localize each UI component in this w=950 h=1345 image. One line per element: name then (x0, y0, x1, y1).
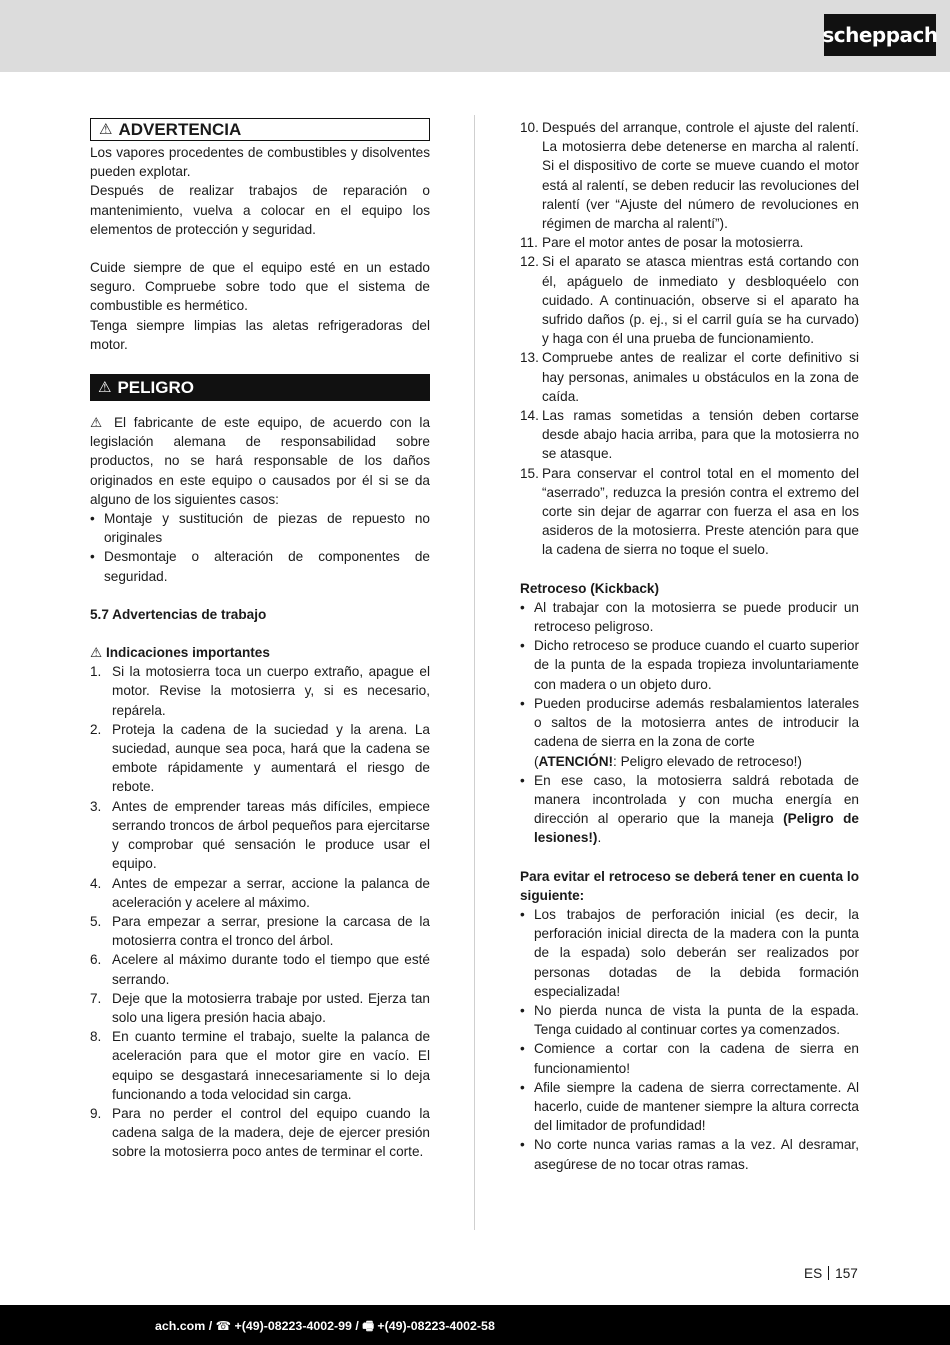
list-item: 15. Para conservar el control total en el momento del “aserrado”, reduzca la presión contra el extremo del corte sin dejar de agarrar con fuerza el asa en los asideros de la motosierra. Preste atención para que la cadena de sierra no toque el suelo. (520, 465, 859, 558)
list-item: • Los trabajos de perforación inicial (es decir, la perforación inicial directa de la madera con la punta de la espada) solo deberán ser realizados por personas dotadas de la debida formación especializada! (520, 905, 859, 1001)
important-title: ⚠ Indicaciones importantes (90, 645, 270, 661)
list-item: • Comience a cortar con la cadena de sierra en funcionamiento! (520, 1039, 859, 1077)
list-item: 14. Las ramas sometidas a tensión deben cortarse desde abajo hacia arriba, para que la motosierra no se atasque. (520, 408, 859, 462)
warning-triangle-icon: ⚠ (90, 415, 114, 431)
warning-box (90, 118, 430, 141)
list-item: • No corte nunca varias ramas a la vez. Al desramar, asegúrese de no tocar otras ramas. (520, 1135, 859, 1173)
page-number-value: 157 (835, 1266, 858, 1281)
footer-band (0, 1305, 950, 1345)
danger-box (90, 374, 430, 401)
section-title: 5.7 Advertencias de trabajo (90, 606, 267, 622)
warning-paragraph: Los vapores procedentes de combustibles y disolventes pueden explotar. (90, 145, 430, 180)
column-divider (474, 115, 475, 1230)
steps-list (90, 662, 430, 1161)
list-item: • Pueden producirse además resbalamientos laterales o saltos de la motosierra antes de introducir la cadena de sierra en la zona de corte (ATENCIÓN!: Peligro elevado de retroceso!) (520, 694, 859, 771)
list-item: 11. Pare el motor antes de posar la motosierra. (520, 235, 804, 251)
list-item: 13. Compruebe antes de realizar el corte definitivo si hay personas, animales u obstáculos en la zona de caída. (520, 350, 859, 404)
kickback-title: Retroceso (Kickback) (520, 580, 660, 596)
danger-paragraph: ⚠ El fabricante de este equipo, de acuerdo con la legislación alemana de responsabilidad sobre productos, no se hará responsable de los daños originados en este equipo o causados por él si se da alguno de los siguientes casos: (90, 415, 431, 507)
warning-triangle-icon: ⚠ (90, 645, 106, 661)
list-item: 12. Si el aparato se atasca mientras está cortando con él, apáguelo de inmediato y desbloquéelo con cuidado. A continuación, observe si el aparato ha sufrido daños (p. ej., si el carril guía se ha curvado) y haga con él una prueba de funcionamiento. (520, 254, 859, 347)
warning-triangle-icon: ⚠ (99, 120, 113, 138)
steps-list-continued (520, 118, 859, 560)
list-item: 2. Proteja la cadena de la suciedad y la arena. La suciedad, aunque sea poca, hará que la cadena se embote rápidamente y aumentará el riesgo de rebote. (90, 721, 430, 795)
danger-list (90, 509, 430, 586)
kickback-list (520, 598, 859, 848)
warning-paragraph: Después de realizar trabajos de reparación o mantenimiento, vuelva a colocar en el equipo los elementos de protección y seguridad. (90, 183, 430, 237)
list-item: 1. Si la motosierra toca un cuerpo extraño, apague el motor. Revise la motosierra y, si es necesario, repárela. (90, 664, 430, 718)
care-paragraph: Cuide siempre de que el equipo esté en un estado seguro. Compruebe sobre todo que el sistema de combustible es hermético. (90, 260, 430, 314)
list-item: • Montaje y sustitución de piezas de repuesto no originales (90, 509, 430, 547)
list-item: • Desmontaje o alteración de componentes de seguridad. (90, 547, 430, 585)
language-code: ES (804, 1266, 823, 1281)
right-column (520, 118, 859, 1174)
list-item: 5. Para empezar a serrar, presione la carcasa de la motosierra contra el tronco del árbol. (90, 913, 430, 949)
danger-title: PELIGRO (117, 377, 194, 397)
list-item: • Al trabajar con la motosierra se puede producir un retroceso peligroso. (520, 598, 859, 636)
avoid-title: Para evitar el retroceso se deberá tener en cuenta lo siguiente: (520, 868, 859, 903)
avoid-list (520, 905, 859, 1174)
list-item: 9. Para no perder el control del equipo cuando la cadena salga de la madera, deje de ejercer presión sobre la motosierra poco antes de terminar el corte. (90, 1105, 430, 1160)
list-item: 6. Acelere al máximo durante todo el tiempo que esté serrando. (90, 952, 430, 987)
warning-title: ADVERTENCIA (118, 119, 242, 139)
footer-contact: ach.com / ☎ +(49)-08223-4002-99 / 🖷 +(49)-08223-4002-58 (155, 1319, 495, 1333)
list-item: • En ese caso, la motosierra saldrá rebotada de manera incontrolada y con mucha energía en dirección al operario que la maneja (Peligro de lesiones!). (520, 771, 859, 848)
list-item: • Dicho retroceso se produce cuando el cuarto superior de la punta de la espada tropieza involuntariamente con madera o un objeto duro. (520, 636, 859, 694)
list-item: 4. Antes de empezar a serrar, accione la palanca de aceleración y acelere al máximo. (90, 875, 430, 910)
list-item: 3. Antes de emprender tareas más difíciles, empiece serrando troncos de árbol pequeños para ejercitarse y comprobar qué sensación le produce usar el equipo. (90, 798, 430, 872)
list-item: • No pierda nunca de vista la punta de la espada. Tenga cuidado al continuar cortes ya comenzados. (520, 1001, 859, 1039)
page-number-separator (828, 1266, 829, 1280)
list-item: • Afile siempre la cadena de sierra correctamente. Al hacerlo, cuide de mantener siempre la altura correcta del limitador de profundidad! (520, 1078, 859, 1136)
list-item: 7. Deje que la motosierra trabaje por usted. Ejerza tan solo una ligera presión hacia abajo. (90, 990, 430, 1025)
list-item: 10. Después del arranque, controle el ajuste del ralentí. La motosierra debe detenerse en marcha al ralentí. Si el dispositivo de corte se mueve cuando el motor está al ralentí, se deben reducir las revoluciones del ralentí (ver “Ajuste del número de revoluciones en régimen de marcha al ralentí”). (520, 120, 859, 232)
header-band (0, 0, 950, 72)
page-number (804, 1266, 858, 1281)
brand-logo: scheppach (824, 14, 936, 56)
warning-triangle-icon: ⚠ (98, 378, 112, 396)
left-column (90, 118, 430, 1162)
list-item: 8. En cuanto termine el trabajo, suelte la palanca de aceleración para que el motor gire en vacío. El equipo se desgastará innecesariamente si lo deja funcionando a toda velocidad sin carga. (90, 1029, 430, 1102)
care-paragraph: Tenga siempre limpias las aletas refrigeradoras del motor. (90, 317, 430, 352)
